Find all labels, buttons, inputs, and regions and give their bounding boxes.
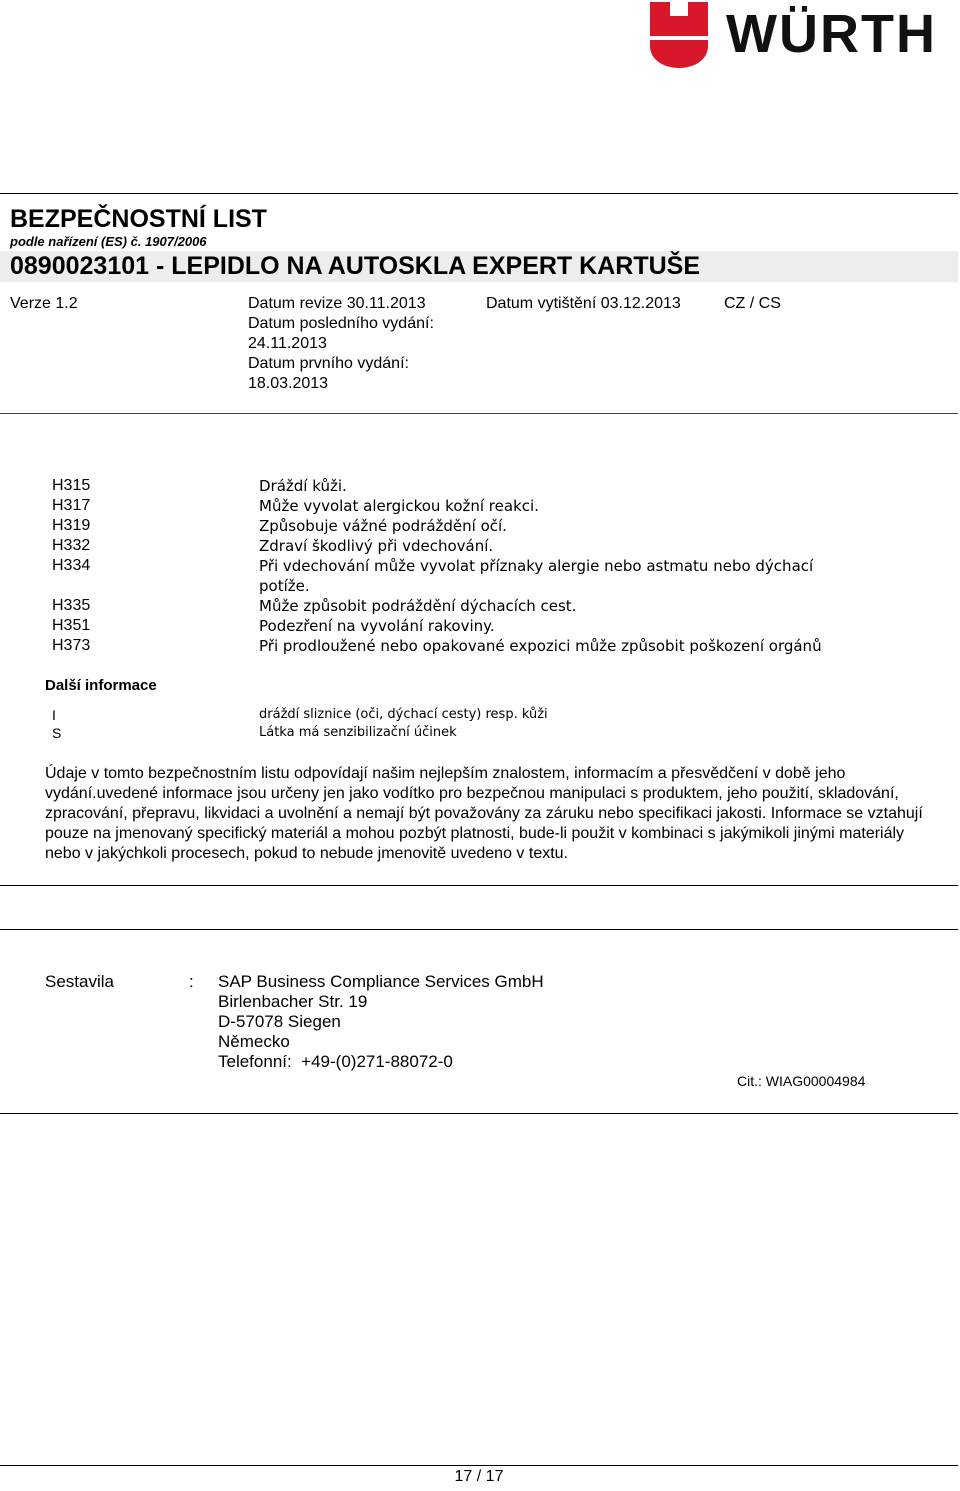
footer-rule	[0, 1465, 958, 1466]
locale: CZ / CS	[724, 295, 781, 312]
hazard-code: H334	[52, 557, 91, 574]
hazard-code: H332	[52, 537, 91, 554]
section-rule	[0, 1113, 958, 1114]
revision-line: Datum posledního vydání:	[248, 315, 434, 332]
info-text: dráždí sliznice (oči, dýchací cesty) resp. kůži	[259, 707, 548, 722]
address-line: D-57078 Siegen	[218, 1012, 341, 1031]
compiler-label: Sestavila	[45, 972, 114, 991]
hazard-text: Způsobuje vážné podráždění očí.	[259, 517, 507, 535]
address-line: Birlenbacher Str. 19	[218, 992, 368, 1011]
print-date: Datum vytištění 03.12.2013	[486, 295, 681, 312]
address-line: Německo	[218, 1032, 290, 1051]
info-text: Látka má senzibilizační účinek	[259, 725, 457, 740]
additional-info-heading: Další informace	[45, 677, 157, 694]
compiler-address	[218, 972, 544, 1072]
hazard-text: Může způsobit podráždění dýchacích cest.	[259, 597, 577, 615]
compiler-colon: :	[189, 972, 194, 991]
hazard-code: H373	[52, 637, 91, 654]
hazard-text: Zdraví škodlivý při vdechování.	[259, 537, 494, 555]
hazard-text: Při vdechování může vyvolat příznaky alergie nebo astmatu nebo dýchací potíže.	[259, 557, 814, 595]
info-code: S	[52, 725, 62, 741]
section-rule	[0, 929, 958, 930]
revision-dates	[248, 294, 434, 394]
info-code: I	[52, 707, 56, 723]
revision-line: 24.11.2013	[248, 335, 327, 352]
hazard-text: Podezření na vyvolání rakoviny.	[259, 617, 495, 635]
header-top-rule	[0, 193, 958, 194]
revision-line: Datum revize 30.11.2013	[248, 295, 426, 312]
hazard-code: H335	[52, 597, 91, 614]
hazard-text: Při prodloužené nebo opakované expozici může způsobit poškození orgánů	[259, 637, 822, 655]
product-title: 0890023101 - LEPIDLO NA AUTOSKLA EXPERT KARTUŠE	[10, 252, 700, 280]
hazard-code: H315	[52, 477, 91, 494]
revision-line: 18.03.2013	[248, 375, 329, 392]
hazard-text: Dráždí kůži.	[259, 477, 347, 495]
document-subtitle: podle nařízení (ES) č. 1907/2006	[10, 234, 207, 249]
hazard-code: H317	[52, 497, 91, 514]
hazard-text: Může vyvolat alergickou kožní reakci.	[259, 497, 539, 515]
citation-code: Cit.: WIAG00004984	[737, 1073, 866, 1089]
disclaimer-text: Údaje v tomto bezpečnostním listu odpovídají našim nejlepším znalostem, informacím a přesvědčení v době jeho vydání.uvedené informace jsou určeny jen jako vodítko pro bezpečnou manipulaci s produktem, jeho použití, skladování, zpracování, přepravu, likvidaci a uvolnění a nemají být považovány za záruku nebo specifikaci jakosti. Informace se vztahují pouze na jmenovaný specifický materiál a mohou pozbýt platnosti, bude-li použit v kombinaci s jakýmikoli jinými materiály nebo v jakýchkoli procesech, pokud to nebude jmenovitě uvedeno v textu.	[45, 765, 923, 862]
document-title: BEZPEČNOSTNÍ LIST	[10, 205, 267, 233]
brand-name: WÜRTH	[726, 4, 937, 64]
section-rule	[0, 885, 958, 886]
address-line: SAP Business Compliance Services GmbH	[218, 972, 544, 991]
address-line: Telefonní: +49-(0)271-88072-0	[218, 1052, 453, 1071]
hazard-code: H351	[52, 617, 91, 634]
hazard-code: H319	[52, 517, 91, 534]
header-bottom-rule	[0, 413, 958, 414]
page-number: 17 / 17	[454, 1468, 504, 1485]
revision-line: Datum prvního vydání:	[248, 355, 409, 372]
version: Verze 1.2	[10, 295, 78, 312]
